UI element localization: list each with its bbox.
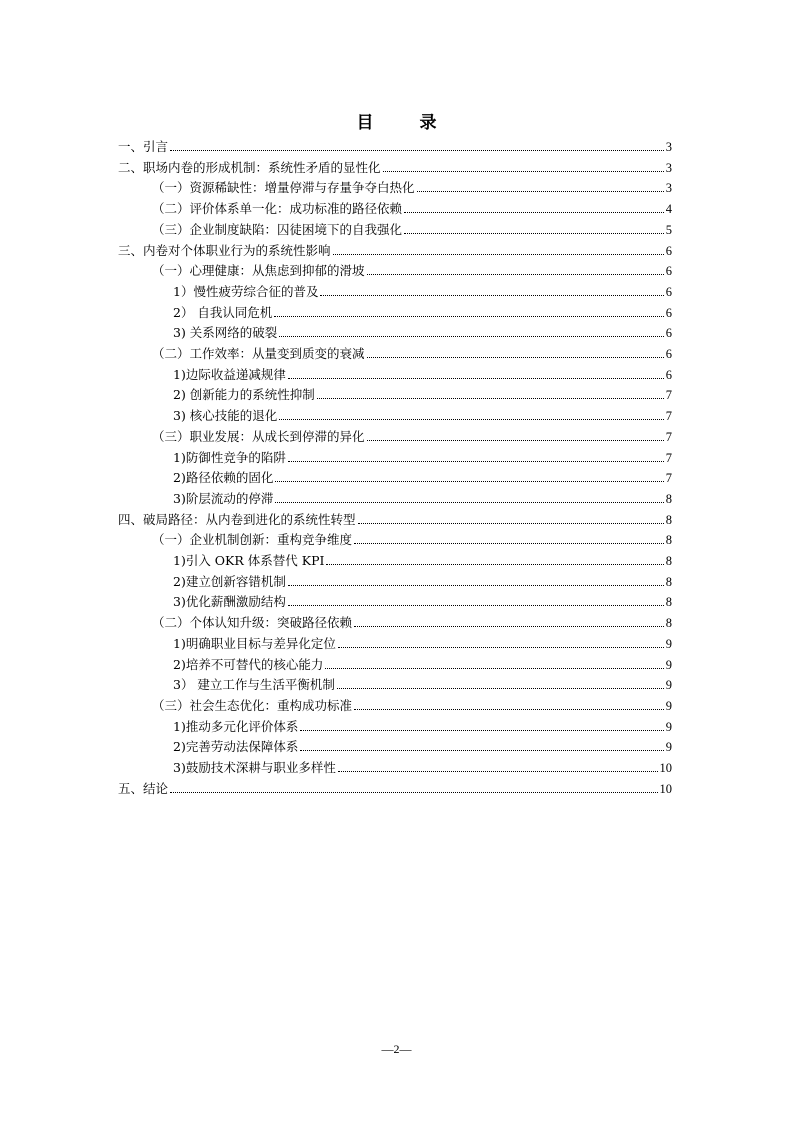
toc-entry-page: 8: [665, 512, 672, 527]
toc-entry-label: 2)培养不可替代的核心能力: [173, 656, 324, 672]
toc-dot-leader: [288, 604, 664, 606]
toc-dot-leader: [274, 315, 663, 317]
toc-dot-leader: [404, 232, 664, 234]
toc-entry-label: 1)防御性竞争的陷阱: [173, 449, 286, 465]
toc-dot-leader: [288, 377, 664, 379]
toc-entry-label: 2） 自我认同危机: [173, 304, 273, 320]
toc-dot-leader: [404, 211, 664, 213]
toc-dot-leader: [288, 460, 664, 462]
toc-entry[interactable]: [173, 404, 672, 424]
toc-entry[interactable]: [152, 425, 672, 445]
toc-entry-page: 10: [659, 761, 672, 775]
toc-entry-label: （三）企业制度缺陷：囚徒困境下的自我强化: [152, 221, 403, 237]
toc-entry-label: 四、破局路径：从内卷到进化的系统性转型: [118, 511, 356, 527]
toc-dot-leader: [338, 646, 664, 648]
toc-dot-leader: [338, 770, 658, 772]
toc-entry-label: 1）慢性疲劳综合征的普及: [173, 283, 319, 299]
toc-entry-label: 二、职场内卷的形成机制：系统性矛盾的显性化: [118, 159, 381, 175]
toc-entry[interactable]: [173, 673, 672, 693]
toc-dot-leader: [170, 149, 664, 151]
toc-dot-leader: [358, 522, 664, 524]
toc-dot-leader: [354, 625, 664, 627]
toc-entry-page: 9: [665, 678, 672, 693]
toc-entry[interactable]: [173, 383, 672, 403]
toc-entry-page: 6: [665, 284, 672, 299]
toc-entry[interactable]: [152, 528, 672, 548]
toc-dot-leader: [317, 397, 664, 399]
toc-entry[interactable]: [173, 653, 672, 673]
toc-title: 目 录: [356, 113, 457, 133]
toc-dot-leader: [275, 501, 663, 503]
toc-entry[interactable]: [118, 239, 672, 259]
toc-entry[interactable]: [173, 735, 672, 755]
toc-dot-leader: [320, 294, 663, 296]
toc-dot-leader: [383, 170, 664, 172]
toc-entry-page: 5: [665, 222, 672, 237]
toc-dot-leader: [279, 335, 663, 337]
toc-entry[interactable]: [173, 363, 672, 383]
toc-dot-leader: [367, 273, 664, 275]
toc-entry-page: 7: [665, 409, 672, 424]
toc-dot-leader: [300, 749, 663, 751]
toc-entry-label: 五、结论: [118, 780, 169, 796]
toc-dot-leader: [279, 418, 663, 420]
toc-entry-page: 3: [665, 181, 672, 196]
toc-entry[interactable]: [173, 756, 672, 776]
toc-dot-leader: [275, 480, 663, 482]
toc-dot-leader: [354, 542, 664, 544]
toc-entry-label: 1)推动多元化评价体系: [173, 718, 299, 734]
toc-entry-label: 3)优化薪酬激励结构: [173, 594, 286, 610]
toc-entry-label: 2)路径依赖的固化: [173, 470, 274, 486]
toc-entry[interactable]: [173, 487, 672, 507]
toc-entry[interactable]: [173, 632, 672, 652]
toc-entry[interactable]: [152, 197, 672, 217]
toc-entry-label: 2)完善劳动法保障体系: [173, 739, 299, 755]
toc-entry[interactable]: [118, 135, 672, 155]
toc-entry-page: 7: [665, 388, 672, 403]
toc-entry-label: （二）工作效率：从量变到质变的衰减: [152, 346, 365, 361]
toc-entry-page: 8: [665, 574, 672, 589]
toc-dot-leader: [325, 667, 663, 669]
toc-entry[interactable]: [152, 342, 672, 362]
toc-entry-page: 10: [659, 781, 672, 796]
toc-dot-leader: [367, 356, 664, 358]
toc-entry-label: 1)明确职业目标与差异化定位: [173, 635, 336, 651]
toc-entry-page: 4: [665, 202, 672, 217]
toc-entry-page: 6: [665, 305, 672, 320]
toc-entry-page: 7: [665, 429, 672, 444]
toc-entry[interactable]: [173, 570, 672, 590]
toc-dot-leader: [300, 729, 663, 731]
toc-entry-page: 6: [665, 347, 672, 361]
toc-entry-label: （三）社会生态优化：重构成功标准: [152, 697, 353, 713]
toc-dot-leader: [337, 687, 664, 689]
toc-dot-leader: [333, 253, 664, 255]
toc-entry[interactable]: [152, 176, 672, 196]
toc-entry[interactable]: [173, 280, 672, 300]
toc-entry-page: 8: [665, 491, 672, 506]
toc-entry[interactable]: [173, 446, 672, 466]
toc-entry[interactable]: [173, 321, 672, 341]
toc-entry-label: （一）企业机制创新：重构竞争维度: [152, 532, 353, 548]
toc-entry-page: 6: [665, 326, 672, 341]
toc-entry[interactable]: [118, 777, 672, 797]
toc-entry-page: 8: [665, 595, 672, 610]
toc-entry-label: 3)阶层流动的停滞: [173, 490, 274, 506]
toc-entry-page: 6: [665, 367, 672, 382]
toc-entry-label: （一）资源稀缺性：增量停滞与存量争夺白热化: [152, 180, 415, 196]
toc-entry-page: 6: [665, 264, 672, 279]
toc-dot-leader: [326, 563, 663, 565]
toc-entry[interactable]: [118, 508, 672, 528]
toc-entry-label: 三、内卷对个体职业行为的系统性影响: [118, 242, 331, 258]
toc-entry-label: 2) 创新能力的系统性抑制: [173, 387, 315, 403]
toc-entry[interactable]: [152, 218, 672, 238]
toc-entry[interactable]: [173, 590, 672, 610]
toc-entry-label: 3) 核心技能的退化: [173, 408, 278, 424]
toc-entry[interactable]: [173, 549, 672, 569]
toc-entry-label: 一、引言: [118, 139, 169, 154]
toc-entry[interactable]: [152, 259, 672, 279]
toc-dot-leader: [288, 584, 664, 586]
toc-entry[interactable]: [118, 156, 672, 176]
toc-entry-label: （二）评价体系单一化：成功标准的路径依赖: [152, 201, 403, 217]
toc-entry-page: 9: [665, 657, 672, 672]
toc-entry-label: （一）心理健康：从焦虑到抑郁的滑坡: [152, 263, 365, 279]
toc-entry-page: 8: [665, 554, 672, 568]
toc-entry-page: 8: [665, 616, 672, 631]
toc-entry-label: 3） 建立工作与生活平衡机制: [173, 677, 335, 693]
toc-entry-page: 8: [665, 533, 672, 548]
toc-entry-label: （三）职业发展：从成长到停滞的异化: [152, 428, 365, 444]
toc-entry-page: 7: [665, 450, 672, 465]
toc-dot-leader: [354, 708, 664, 710]
toc-entry-page: 9: [665, 719, 672, 734]
toc-dot-leader: [417, 190, 664, 192]
toc-entry-label: （二）个体认知升级：突破路径依赖: [152, 615, 353, 631]
toc-entry-page: 9: [665, 636, 672, 651]
toc-dot-leader: [367, 439, 664, 441]
toc-entry-label: 2)建立创新容错机制: [173, 573, 286, 589]
toc-entry[interactable]: [152, 611, 672, 631]
toc-entry-page: 9: [665, 740, 672, 755]
toc-entry-label: 1)引入 OKR 体系替代 KPI: [173, 553, 325, 568]
toc-entry-page: 3: [665, 140, 672, 154]
toc-entry[interactable]: [173, 466, 672, 486]
toc-entry-page: 3: [665, 160, 672, 175]
toc-entry-page: 6: [665, 243, 672, 258]
toc-entry-label: 3) 关系网络的破裂: [173, 325, 278, 341]
toc-entry-page: 7: [665, 471, 672, 486]
toc-entry[interactable]: [173, 301, 672, 321]
toc-entry-label: 1)边际收益递减规律: [173, 366, 286, 382]
toc-dot-leader: [170, 791, 657, 793]
toc-entry-label: 3)鼓励技术深耕与职业多样性: [173, 760, 336, 775]
toc-entry[interactable]: [152, 694, 672, 714]
page-number-footer: —2—: [381, 1042, 412, 1056]
toc-entry-page: 9: [665, 698, 672, 713]
toc-entry[interactable]: [173, 715, 672, 735]
